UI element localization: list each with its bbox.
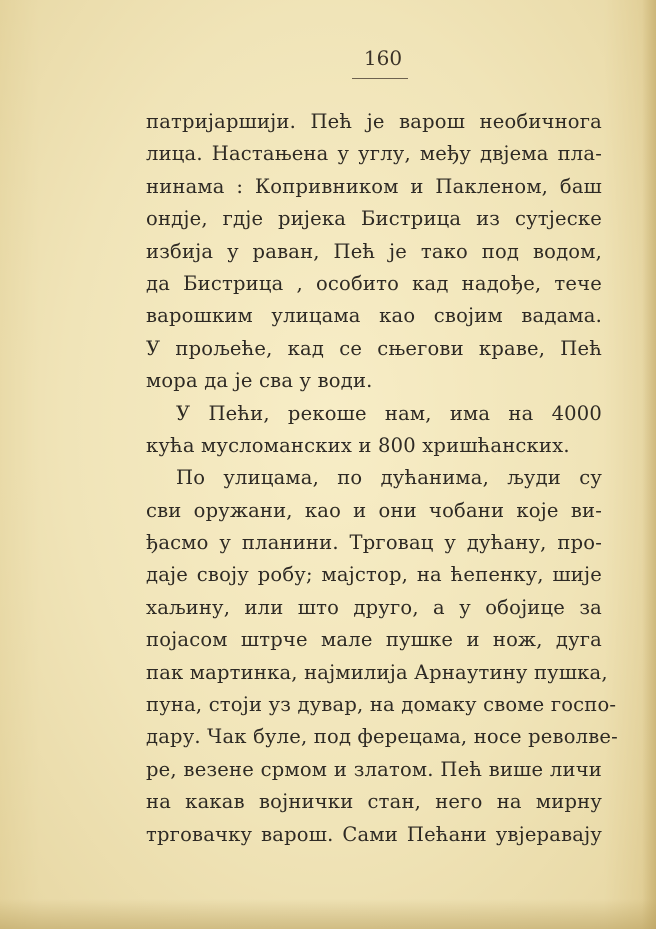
text-line: ре, везене срмом и златом. Пећ више личи	[146, 757, 602, 781]
body-text	[146, 106, 618, 851]
text-line: избија у раван, Пећ је тако под водом,	[146, 239, 602, 263]
page-edge-shadow-right	[642, 0, 656, 929]
text-line: лица. Настањена у углу, међу двјема пла-	[146, 142, 602, 166]
text-line: патријаршији. Пећ је варош необичнога	[146, 110, 602, 133]
page-number-rule	[352, 78, 408, 79]
text-line: варошким улицама као својим вадама.	[146, 304, 602, 328]
page-number: 160	[363, 46, 403, 70]
text-line: пуна, стоји уз дувар, на домаку своме госпо-	[146, 693, 617, 717]
page-edge-shadow-bottom	[0, 899, 656, 929]
text-line: ђасмо у планини. Трговац у дућану, про-	[146, 531, 602, 555]
text-line: да Бистрица , особито кад надође, тече	[146, 271, 602, 295]
text-line: хаљину, или што друго, а у обојице за	[146, 595, 602, 619]
text-line: ондје, гдје ријека Бистрица из сутјеске	[146, 207, 602, 231]
text-line: нинама : Копривником и Пакленом, баш	[146, 174, 602, 198]
text-line: пак мартинка, најмилија Арнаутину пушка,	[146, 660, 608, 684]
text-line: У Пећи, рекоше нам, има на 4000	[176, 401, 602, 425]
text-line: У прољеће, кад се сњегови краве, Пећ	[146, 336, 602, 360]
text-line: дару. Чак буле, под ферецама, носе револве-	[146, 725, 618, 749]
text-line: трговачку варош. Сами Пећани увјеравају	[146, 822, 602, 846]
text-line: појасом штрче мале пушке и нож, дуга	[146, 628, 602, 652]
text-line: даје своју робу; мајстор, на ћепенку, шије	[146, 563, 602, 587]
text-line: на какав војнички стан, него на мирну	[146, 790, 602, 814]
text-line: мора да је сва у води.	[146, 369, 373, 393]
text-line: сви оружани, као и они чобани које ви-	[146, 498, 602, 522]
text-line: По улицама, по дућанима, људи су	[176, 466, 602, 490]
text-line: кућа мусломанских и 800 хришћанских.	[146, 433, 570, 457]
